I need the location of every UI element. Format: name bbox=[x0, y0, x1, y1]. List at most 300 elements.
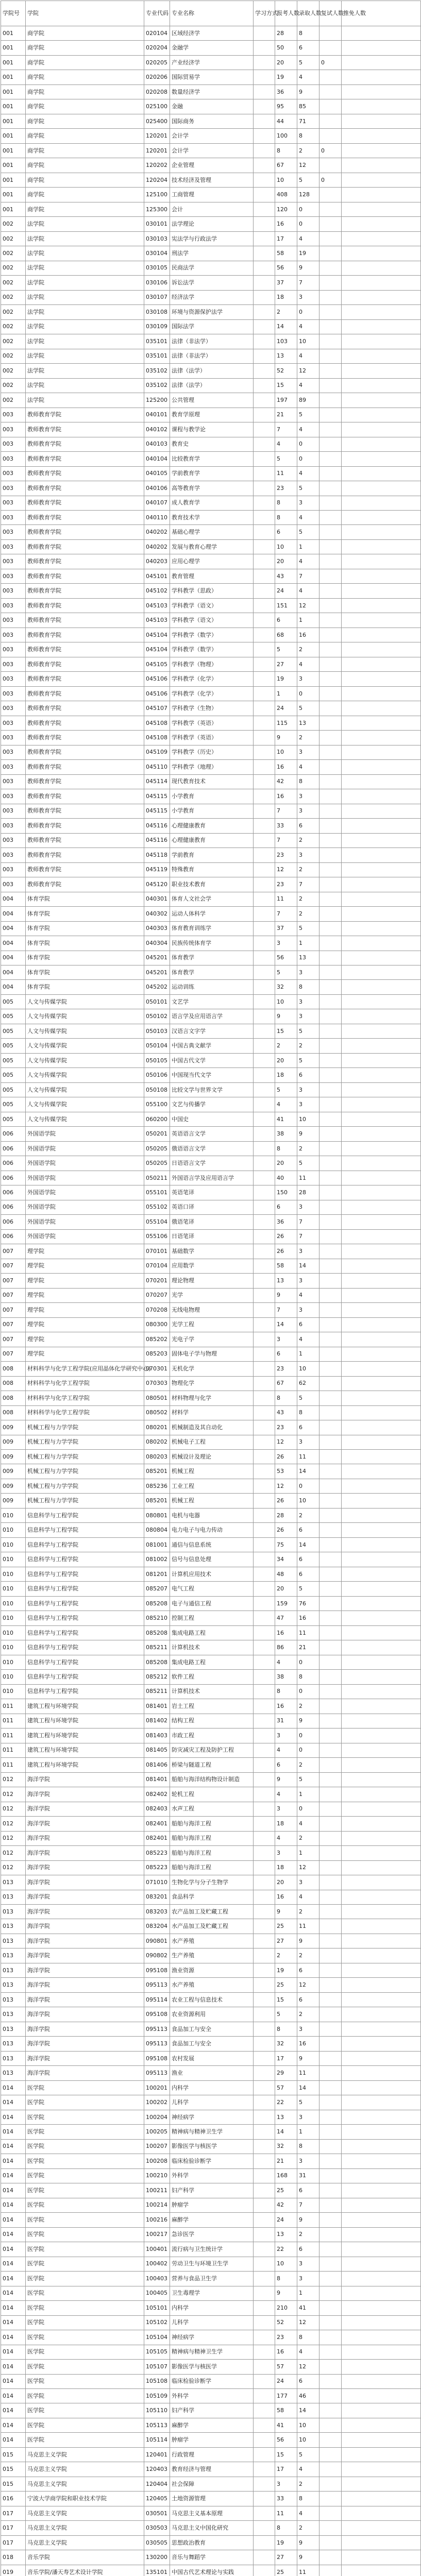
cell-major-name: 俄语语言文学 bbox=[170, 1141, 254, 1156]
cell-retest bbox=[319, 2388, 342, 2403]
cell-admitted: 3 bbox=[297, 848, 319, 862]
cell-college-name: 教师教育学院 bbox=[26, 510, 144, 524]
cell-exempt bbox=[342, 2550, 421, 2565]
cell-applicants: 26 bbox=[275, 1244, 297, 1259]
cell-study-mode bbox=[254, 789, 275, 804]
cell-major-code: 105107 bbox=[144, 2360, 170, 2374]
cell-study-mode bbox=[254, 2139, 275, 2154]
cell-college-code: 014 bbox=[1, 2213, 26, 2227]
table-row bbox=[1, 114, 421, 128]
cell-study-mode bbox=[254, 1362, 275, 1376]
cell-exempt bbox=[342, 1802, 421, 1816]
cell-exempt bbox=[342, 1817, 421, 1831]
cell-major-name: 儿科学 bbox=[170, 2315, 254, 2330]
table-row bbox=[1, 1259, 421, 1273]
table-row bbox=[1, 1274, 421, 1288]
cell-major-name: 机械工程 bbox=[170, 1494, 254, 1508]
cell-major-name: 马克思主义基本原理 bbox=[170, 2506, 254, 2520]
cell-major-name: 外科学 bbox=[170, 2168, 254, 2183]
cell-study-mode bbox=[254, 1185, 275, 1200]
cell-admitted: 0 bbox=[297, 202, 319, 216]
cell-college-code: 001 bbox=[1, 99, 26, 114]
cell-study-mode bbox=[254, 2227, 275, 2242]
cell-admitted: 16 bbox=[297, 1611, 319, 1625]
table-row bbox=[1, 231, 421, 246]
cell-retest bbox=[319, 2447, 342, 2462]
cell-study-mode bbox=[254, 2447, 275, 2462]
table-row bbox=[1, 760, 421, 774]
cell-major-name: 劳动卫生与环境卫生学 bbox=[170, 2257, 254, 2271]
cell-applicants: 5 bbox=[275, 452, 297, 466]
cell-study-mode bbox=[254, 1259, 275, 1273]
cell-applicants: 16 bbox=[275, 789, 297, 804]
cell-exempt bbox=[342, 2521, 421, 2535]
cell-admitted: 1 bbox=[297, 613, 319, 628]
cell-college-name: 法学院 bbox=[26, 349, 144, 363]
cell-retest bbox=[319, 1831, 342, 1845]
cell-major-code: 083203 bbox=[144, 1905, 170, 1919]
table-row bbox=[1, 1596, 421, 1611]
cell-college-name: 商学院 bbox=[26, 99, 144, 114]
cell-applicants: 33 bbox=[275, 819, 297, 833]
cell-admitted: 16 bbox=[297, 2037, 319, 2051]
cell-applicants: 5 bbox=[275, 642, 297, 657]
cell-major-code: 095108 bbox=[144, 2007, 170, 2022]
cell-college-code: 001 bbox=[1, 143, 26, 158]
cell-college-name: 理学院 bbox=[26, 1317, 144, 1332]
cell-college-code: 010 bbox=[1, 1552, 26, 1567]
cell-major-code: 040104 bbox=[144, 452, 170, 466]
cell-applicants: 6 bbox=[275, 1347, 297, 1361]
cell-major-name: 教育技术学 bbox=[170, 510, 254, 524]
cell-major-code: 045104 bbox=[144, 628, 170, 642]
cell-major-code: 040101 bbox=[144, 408, 170, 422]
cell-college-name: 材料科学与化学工程学院 bbox=[26, 1405, 144, 1420]
cell-major-code: 100403 bbox=[144, 2272, 170, 2286]
cell-study-mode bbox=[254, 2022, 275, 2036]
cell-admitted: 89 bbox=[297, 393, 319, 408]
cell-major-code: 085207 bbox=[144, 1582, 170, 1596]
table-row bbox=[1, 1449, 421, 1464]
cell-retest bbox=[319, 158, 342, 173]
cell-college-code: 007 bbox=[1, 1332, 26, 1347]
cell-applicants: 20 bbox=[275, 1156, 297, 1171]
table-row bbox=[1, 657, 421, 671]
table-row bbox=[1, 2388, 421, 2403]
cell-admitted: 14 bbox=[297, 1464, 319, 1479]
cell-college-code: 002 bbox=[1, 261, 26, 275]
cell-study-mode bbox=[254, 70, 275, 84]
cell-study-mode bbox=[254, 1963, 275, 1977]
cell-retest bbox=[319, 539, 342, 554]
cell-exempt bbox=[342, 466, 421, 481]
cell-major-code: 050205 bbox=[144, 1156, 170, 1171]
cell-major-name: 控制工程 bbox=[170, 1611, 254, 1625]
cell-college-code: 014 bbox=[1, 2360, 26, 2374]
cell-applicants: 4 bbox=[275, 1655, 297, 1669]
cell-applicants: 38 bbox=[275, 1127, 297, 1141]
cell-retest bbox=[319, 1787, 342, 1802]
cell-admitted: 3 bbox=[297, 745, 319, 759]
cell-college-code: 006 bbox=[1, 1215, 26, 1229]
cell-major-name: 会计 bbox=[170, 202, 254, 216]
table-row bbox=[1, 188, 421, 202]
cell-applicants: 14 bbox=[275, 2125, 297, 2139]
cell-major-code: 100211 bbox=[144, 2183, 170, 2198]
cell-major-name: 计算机应用技术 bbox=[170, 1567, 254, 1581]
cell-major-name: 轮机工程 bbox=[170, 1787, 254, 1802]
cell-exempt bbox=[342, 2242, 421, 2257]
cell-college-name: 海洋学院 bbox=[26, 2051, 144, 2065]
cell-admitted: 5 bbox=[297, 1582, 319, 1596]
table-row bbox=[1, 437, 421, 451]
cell-study-mode bbox=[254, 1376, 275, 1391]
cell-study-mode bbox=[254, 1552, 275, 1567]
cell-applicants: 8 bbox=[275, 2521, 297, 2535]
cell-college-name: 信息科学与工程学院 bbox=[26, 1523, 144, 1537]
cell-major-code: 105113 bbox=[144, 2418, 170, 2432]
cell-exempt bbox=[342, 701, 421, 716]
cell-retest bbox=[319, 1171, 342, 1185]
cell-study-mode bbox=[254, 2360, 275, 2374]
cell-college-code: 014 bbox=[1, 2301, 26, 2315]
cell-applicants: 27 bbox=[275, 657, 297, 671]
table-row bbox=[1, 1992, 421, 2007]
cell-exempt bbox=[342, 965, 421, 980]
cell-retest bbox=[319, 1097, 342, 1112]
cell-study-mode bbox=[254, 1494, 275, 1508]
cell-major-name: 英语笔译 bbox=[170, 1185, 254, 1200]
cell-major-name: 防灾减灾工程及防护工程 bbox=[170, 1743, 254, 1757]
cell-major-name: 环境与资源保护法学 bbox=[170, 305, 254, 319]
cell-retest bbox=[319, 202, 342, 216]
cell-admitted: 2 bbox=[297, 833, 319, 848]
cell-applicants: 25 bbox=[275, 1978, 297, 1992]
cell-college-name: 商学院 bbox=[26, 41, 144, 55]
cell-retest bbox=[319, 129, 342, 143]
cell-applicants: 5 bbox=[275, 1082, 297, 1097]
cell-exempt bbox=[342, 1259, 421, 1273]
cell-admitted: 6 bbox=[297, 2242, 319, 2257]
cell-major-name: 船舶与海洋工程 bbox=[170, 1831, 254, 1845]
cell-college-name: 海洋学院 bbox=[26, 1919, 144, 1934]
cell-exempt bbox=[342, 1582, 421, 1596]
cell-college-code: 015 bbox=[1, 2477, 26, 2491]
table-row bbox=[1, 1391, 421, 1405]
cell-study-mode bbox=[254, 1714, 275, 1728]
cell-retest bbox=[319, 1185, 342, 1200]
cell-college-name: 音乐学院 bbox=[26, 2550, 144, 2565]
cell-applicants: 7 bbox=[275, 833, 297, 848]
cell-retest bbox=[319, 2565, 342, 2576]
cell-exempt bbox=[342, 2139, 421, 2154]
cell-study-mode bbox=[254, 378, 275, 393]
cell-major-name: 机械设计及理论 bbox=[170, 1449, 254, 1464]
cell-college-name: 机械工程与力学学院 bbox=[26, 1449, 144, 1464]
cell-college-code: 010 bbox=[1, 1508, 26, 1522]
cell-college-code: 014 bbox=[1, 2286, 26, 2300]
table-row bbox=[1, 1743, 421, 1757]
table-row bbox=[1, 26, 421, 41]
table-row bbox=[1, 1288, 421, 1302]
cell-major-code: 025400 bbox=[144, 114, 170, 128]
cell-college-code: 001 bbox=[1, 158, 26, 173]
cell-major-code: 082402 bbox=[144, 1787, 170, 1802]
cell-retest bbox=[319, 349, 342, 363]
cell-retest bbox=[319, 2315, 342, 2330]
cell-college-name: 机械工程与力学学院 bbox=[26, 1435, 144, 1449]
cell-applicants: 28 bbox=[275, 26, 297, 41]
cell-college-name: 马克思主义学院 bbox=[26, 2447, 144, 2462]
table-row bbox=[1, 1625, 421, 1640]
cell-retest bbox=[319, 2550, 342, 2565]
table-row bbox=[1, 1347, 421, 1361]
cell-study-mode bbox=[254, 1347, 275, 1361]
cell-major-code: 082401 bbox=[144, 1831, 170, 1845]
cell-study-mode bbox=[254, 921, 275, 936]
table-row bbox=[1, 2565, 421, 2576]
cell-major-code: 045106 bbox=[144, 672, 170, 686]
cell-admitted: 3 bbox=[297, 2110, 319, 2124]
cell-major-code: 035102 bbox=[144, 378, 170, 393]
cell-applicants: 68 bbox=[275, 628, 297, 642]
cell-applicants: 18 bbox=[275, 1068, 297, 1082]
cell-admitted: 11 bbox=[297, 1449, 319, 1464]
cell-major-code: 081401 bbox=[144, 1772, 170, 1787]
table-row bbox=[1, 1758, 421, 1772]
cell-exempt bbox=[342, 1274, 421, 1288]
table-row bbox=[1, 1978, 421, 1992]
cell-retest bbox=[319, 745, 342, 759]
cell-retest bbox=[319, 1317, 342, 1332]
cell-college-code: 001 bbox=[1, 129, 26, 143]
cell-exempt bbox=[342, 2286, 421, 2300]
cell-college-code: 012 bbox=[1, 1831, 26, 1845]
cell-college-name: 教师教育学院 bbox=[26, 437, 144, 451]
cell-admitted: 76 bbox=[297, 1596, 319, 1611]
cell-retest bbox=[319, 1479, 342, 1493]
cell-college-code: 008 bbox=[1, 1362, 26, 1376]
cell-college-name: 法学院 bbox=[26, 364, 144, 378]
cell-college-code: 014 bbox=[1, 2139, 26, 2154]
cell-major-name: 经济法学 bbox=[170, 290, 254, 304]
cell-applicants: 150 bbox=[275, 1185, 297, 1200]
cell-study-mode bbox=[254, 1024, 275, 1038]
cell-major-code: 025100 bbox=[144, 99, 170, 114]
cell-major-name: 汉语言文字学 bbox=[170, 1024, 254, 1038]
cell-major-name: 集成电路工程 bbox=[170, 1625, 254, 1640]
cell-exempt bbox=[342, 598, 421, 613]
cell-college-name: 体育学院 bbox=[26, 936, 144, 951]
cell-major-code: 035102 bbox=[144, 364, 170, 378]
cell-exempt bbox=[342, 951, 421, 965]
cell-major-code: 100210 bbox=[144, 2168, 170, 2183]
cell-admitted: 5 bbox=[297, 1024, 319, 1038]
cell-applicants: 8 bbox=[275, 2022, 297, 2036]
cell-exempt bbox=[342, 731, 421, 745]
cell-major-name: 特殊教育 bbox=[170, 862, 254, 877]
table-row bbox=[1, 921, 421, 936]
cell-major-name: 法律（法学） bbox=[170, 364, 254, 378]
table-row bbox=[1, 936, 421, 951]
cell-major-code: 030108 bbox=[144, 305, 170, 319]
cell-admitted: 3 bbox=[297, 1303, 319, 1317]
col-header-major-name: 专业名称 bbox=[170, 1, 254, 26]
table-row bbox=[1, 246, 421, 261]
table-row bbox=[1, 1171, 421, 1185]
cell-major-code: 081401 bbox=[144, 1699, 170, 1714]
cell-major-code: 045201 bbox=[144, 951, 170, 965]
cell-admitted: 4 bbox=[297, 1890, 319, 1904]
cell-admitted: 62 bbox=[297, 1376, 319, 1391]
cell-major-code: 050104 bbox=[144, 1039, 170, 1053]
cell-study-mode bbox=[254, 319, 275, 334]
cell-exempt bbox=[342, 1758, 421, 1772]
cell-study-mode bbox=[254, 569, 275, 583]
cell-applicants: 2 bbox=[275, 305, 297, 319]
cell-college-name: 商学院 bbox=[26, 173, 144, 187]
table-row bbox=[1, 202, 421, 216]
cell-college-code: 005 bbox=[1, 1009, 26, 1024]
cell-college-code: 013 bbox=[1, 1948, 26, 1963]
cell-applicants: 12 bbox=[275, 1479, 297, 1493]
cell-study-mode bbox=[254, 2433, 275, 2447]
cell-exempt bbox=[342, 114, 421, 128]
cell-major-name: 神经病学 bbox=[170, 2110, 254, 2124]
cell-study-mode bbox=[254, 862, 275, 877]
cell-retest bbox=[319, 1288, 342, 1302]
col-header-major-code: 专业代码 bbox=[144, 1, 170, 26]
cell-major-code: 055102 bbox=[144, 1200, 170, 1214]
cell-major-code: 020204 bbox=[144, 41, 170, 55]
cell-study-mode bbox=[254, 2125, 275, 2139]
cell-major-name: 结构工程 bbox=[170, 1714, 254, 1728]
cell-admitted: 3 bbox=[297, 789, 319, 804]
cell-college-name: 理学院 bbox=[26, 1332, 144, 1347]
cell-college-name: 教师教育学院 bbox=[26, 466, 144, 481]
table-row bbox=[1, 84, 421, 99]
cell-study-mode bbox=[254, 202, 275, 216]
cell-applicants: 14 bbox=[275, 319, 297, 334]
cell-retest bbox=[319, 584, 342, 598]
cell-applicants: 2 bbox=[275, 1039, 297, 1053]
cell-admitted: 2 bbox=[297, 1948, 319, 1963]
cell-applicants: 4 bbox=[275, 437, 297, 451]
cell-exempt bbox=[342, 143, 421, 158]
cell-applicants: 13 bbox=[275, 1274, 297, 1288]
cell-study-mode bbox=[254, 628, 275, 642]
cell-retest bbox=[319, 613, 342, 628]
cell-college-code: 005 bbox=[1, 1053, 26, 1067]
cell-retest bbox=[319, 246, 342, 261]
cell-major-code: 100207 bbox=[144, 2139, 170, 2154]
cell-college-code: 003 bbox=[1, 437, 26, 451]
cell-major-code: 085208 bbox=[144, 1625, 170, 1640]
table-row bbox=[1, 2257, 421, 2271]
cell-college-code: 005 bbox=[1, 1112, 26, 1126]
cell-college-code: 003 bbox=[1, 701, 26, 716]
cell-major-code: 085236 bbox=[144, 1479, 170, 1493]
cell-exempt bbox=[342, 305, 421, 319]
cell-major-code: 030106 bbox=[144, 276, 170, 290]
cell-retest bbox=[319, 1802, 342, 1816]
cell-study-mode bbox=[254, 188, 275, 202]
cell-major-name: 麻醉学 bbox=[170, 2418, 254, 2432]
cell-admitted: 46 bbox=[297, 2388, 319, 2403]
cell-retest bbox=[319, 1376, 342, 1391]
cell-retest bbox=[319, 1772, 342, 1787]
cell-retest bbox=[319, 2080, 342, 2095]
cell-study-mode bbox=[254, 1244, 275, 1259]
table-row bbox=[1, 1567, 421, 1581]
cell-admitted: 7 bbox=[297, 877, 319, 892]
cell-exempt bbox=[342, 819, 421, 833]
cell-college-name: 法学院 bbox=[26, 334, 144, 349]
cell-college-name: 马克思主义学院 bbox=[26, 2462, 144, 2477]
col-header-study-mode: 学习方式 bbox=[254, 1, 275, 26]
cell-college-name: 海洋学院 bbox=[26, 1831, 144, 1845]
cell-admitted: 6 bbox=[297, 2374, 319, 2388]
cell-retest bbox=[319, 1127, 342, 1141]
cell-study-mode bbox=[254, 1743, 275, 1757]
cell-major-code: 125300 bbox=[144, 202, 170, 216]
cell-college-code: 014 bbox=[1, 2168, 26, 2183]
cell-applicants: 8 bbox=[275, 1684, 297, 1699]
table-row bbox=[1, 2374, 421, 2388]
cell-applicants: 25 bbox=[275, 1919, 297, 1934]
cell-college-code: 007 bbox=[1, 1347, 26, 1361]
cell-major-code: 030107 bbox=[144, 290, 170, 304]
cell-applicants: 4 bbox=[275, 1097, 297, 1112]
cell-major-name: 中国古代艺术理论与实践 bbox=[170, 2565, 254, 2576]
table-row bbox=[1, 1215, 421, 1229]
cell-major-name: 心理健康教育 bbox=[170, 819, 254, 833]
cell-exempt bbox=[342, 41, 421, 55]
cell-major-code: 080804 bbox=[144, 1523, 170, 1537]
cell-exempt bbox=[342, 1288, 421, 1302]
cell-major-name: 船舶与海洋工程 bbox=[170, 1817, 254, 1831]
cell-applicants: 8 bbox=[275, 1141, 297, 1156]
table-row bbox=[1, 716, 421, 730]
cell-exempt bbox=[342, 2095, 421, 2110]
cell-exempt bbox=[342, 1127, 421, 1141]
cell-college-name: 法学院 bbox=[26, 290, 144, 304]
cell-admitted: 5 bbox=[297, 525, 319, 539]
cell-retest bbox=[319, 1611, 342, 1625]
cell-study-mode bbox=[254, 364, 275, 378]
cell-major-name: 固体电子学与物理 bbox=[170, 1347, 254, 1361]
cell-applicants: 9 bbox=[275, 731, 297, 745]
cell-college-name: 教师教育学院 bbox=[26, 731, 144, 745]
cell-admitted: 14 bbox=[297, 1537, 319, 1552]
cell-study-mode bbox=[254, 2301, 275, 2315]
cell-college-code: 008 bbox=[1, 1391, 26, 1405]
cell-study-mode bbox=[254, 1288, 275, 1302]
table-row bbox=[1, 1317, 421, 1332]
cell-exempt bbox=[342, 2227, 421, 2242]
cell-major-code: 080202 bbox=[144, 1435, 170, 1449]
cell-study-mode bbox=[254, 2198, 275, 2212]
cell-major-code: 030105 bbox=[144, 261, 170, 275]
cell-college-code: 002 bbox=[1, 393, 26, 408]
cell-major-code: 050211 bbox=[144, 1171, 170, 1185]
cell-exempt bbox=[342, 1670, 421, 1684]
cell-applicants: 10 bbox=[275, 745, 297, 759]
cell-major-name: 机械制造及其自动化 bbox=[170, 1420, 254, 1435]
cell-college-name: 医学院 bbox=[26, 2345, 144, 2359]
table-row bbox=[1, 2360, 421, 2374]
cell-admitted: 2 bbox=[297, 1141, 319, 1156]
